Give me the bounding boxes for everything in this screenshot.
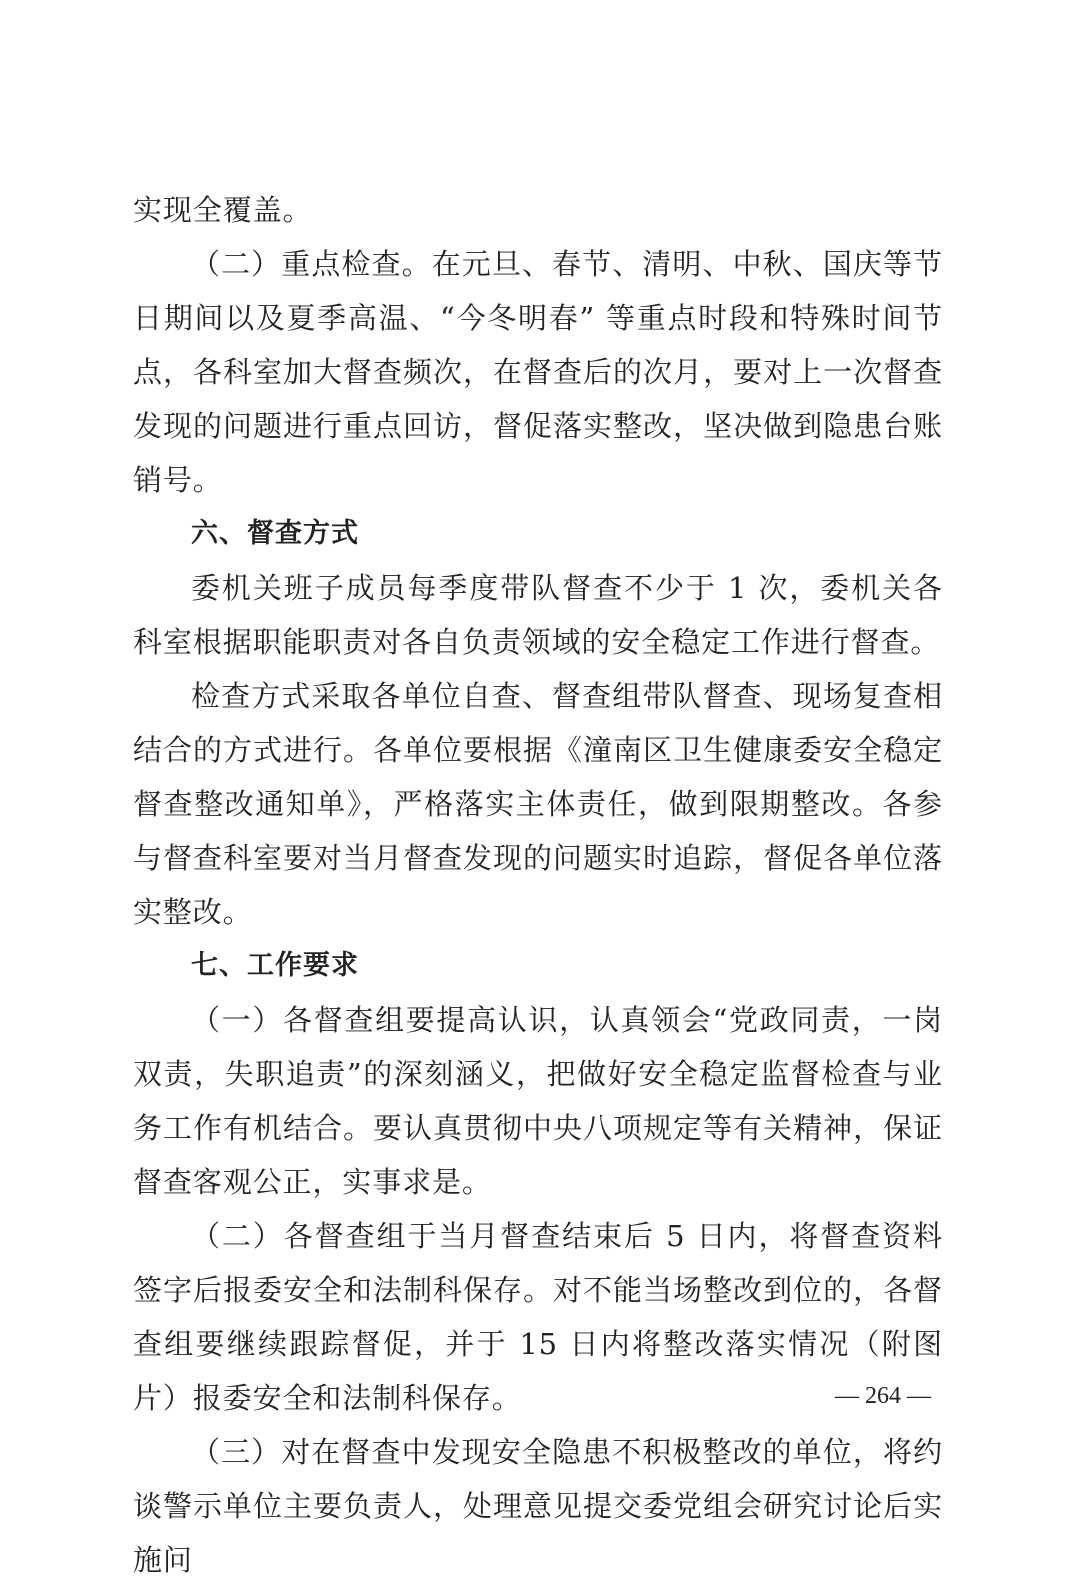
paragraph-lead-label: （二）重点检查。 (191, 247, 432, 281)
paragraph-requirement-3: （三）对在督查中发现安全隐患不积极整改的单位，将约谈警示单位主要负责人，处理意见提交委党组会研究讨论后实施问 (133, 1435, 943, 1577)
section-heading-supervision-method: 六、督查方式 (191, 518, 359, 549)
paragraph-text: 在元旦、春节、清明、中秋、国庆等节日期间以及夏季高温、“今冬明春” 等重点时段和特殊时间节点，各科室加大督查频次，在督查后的次月，要对上一次督查发现的问题进行重点回访，督促落实整改，坚决做到隐患台账销号。 (133, 247, 943, 497)
paragraph-requirement-2: （二）各督查组于当月督查结束后 5 日内，将督查资料签字后报委安全和法制科保存。对不能当场整改到位的，各督查组要继续跟踪督促，并于 15 日内将整改落实情况（附图片）报委安全和法制科保存。 (133, 1219, 943, 1415)
page-number: — 264 — (835, 1383, 931, 1409)
paragraph-continuation: 实现全覆盖。 (133, 193, 313, 227)
paragraph-requirement-1: （一）各督查组要提高认识，认真领会“党政同责，一岗双责，失职追责”的深刻涵义，把做好安全稳定监督检查与业务工作有机结合。要认真贯彻中央八项规定等有关精神，保证督查客观公正，实事求是。 (133, 1003, 943, 1199)
document-body (133, 183, 943, 1587)
paragraph-supervision-frequency: 委机关班子成员每季度带队督查不少于 1 次，委机关各科室根据职能职责对各自负责领域的安全稳定工作进行督查。 (133, 571, 943, 659)
section-heading-work-requirements: 七、工作要求 (191, 950, 359, 981)
paragraph-inspection-method: 检查方式采取各单位自查、督查组带队督查、现场复查相结合的方式进行。各单位要根据《潼南区卫生健康委安全稳定督查整改通知单》，严格落实主体责任，做到限期整改。各参与督查科室要对当月督查发现的问题实时追踪，督促各单位落实整改。 (133, 679, 943, 929)
paragraph-key-inspection (133, 237, 943, 507)
